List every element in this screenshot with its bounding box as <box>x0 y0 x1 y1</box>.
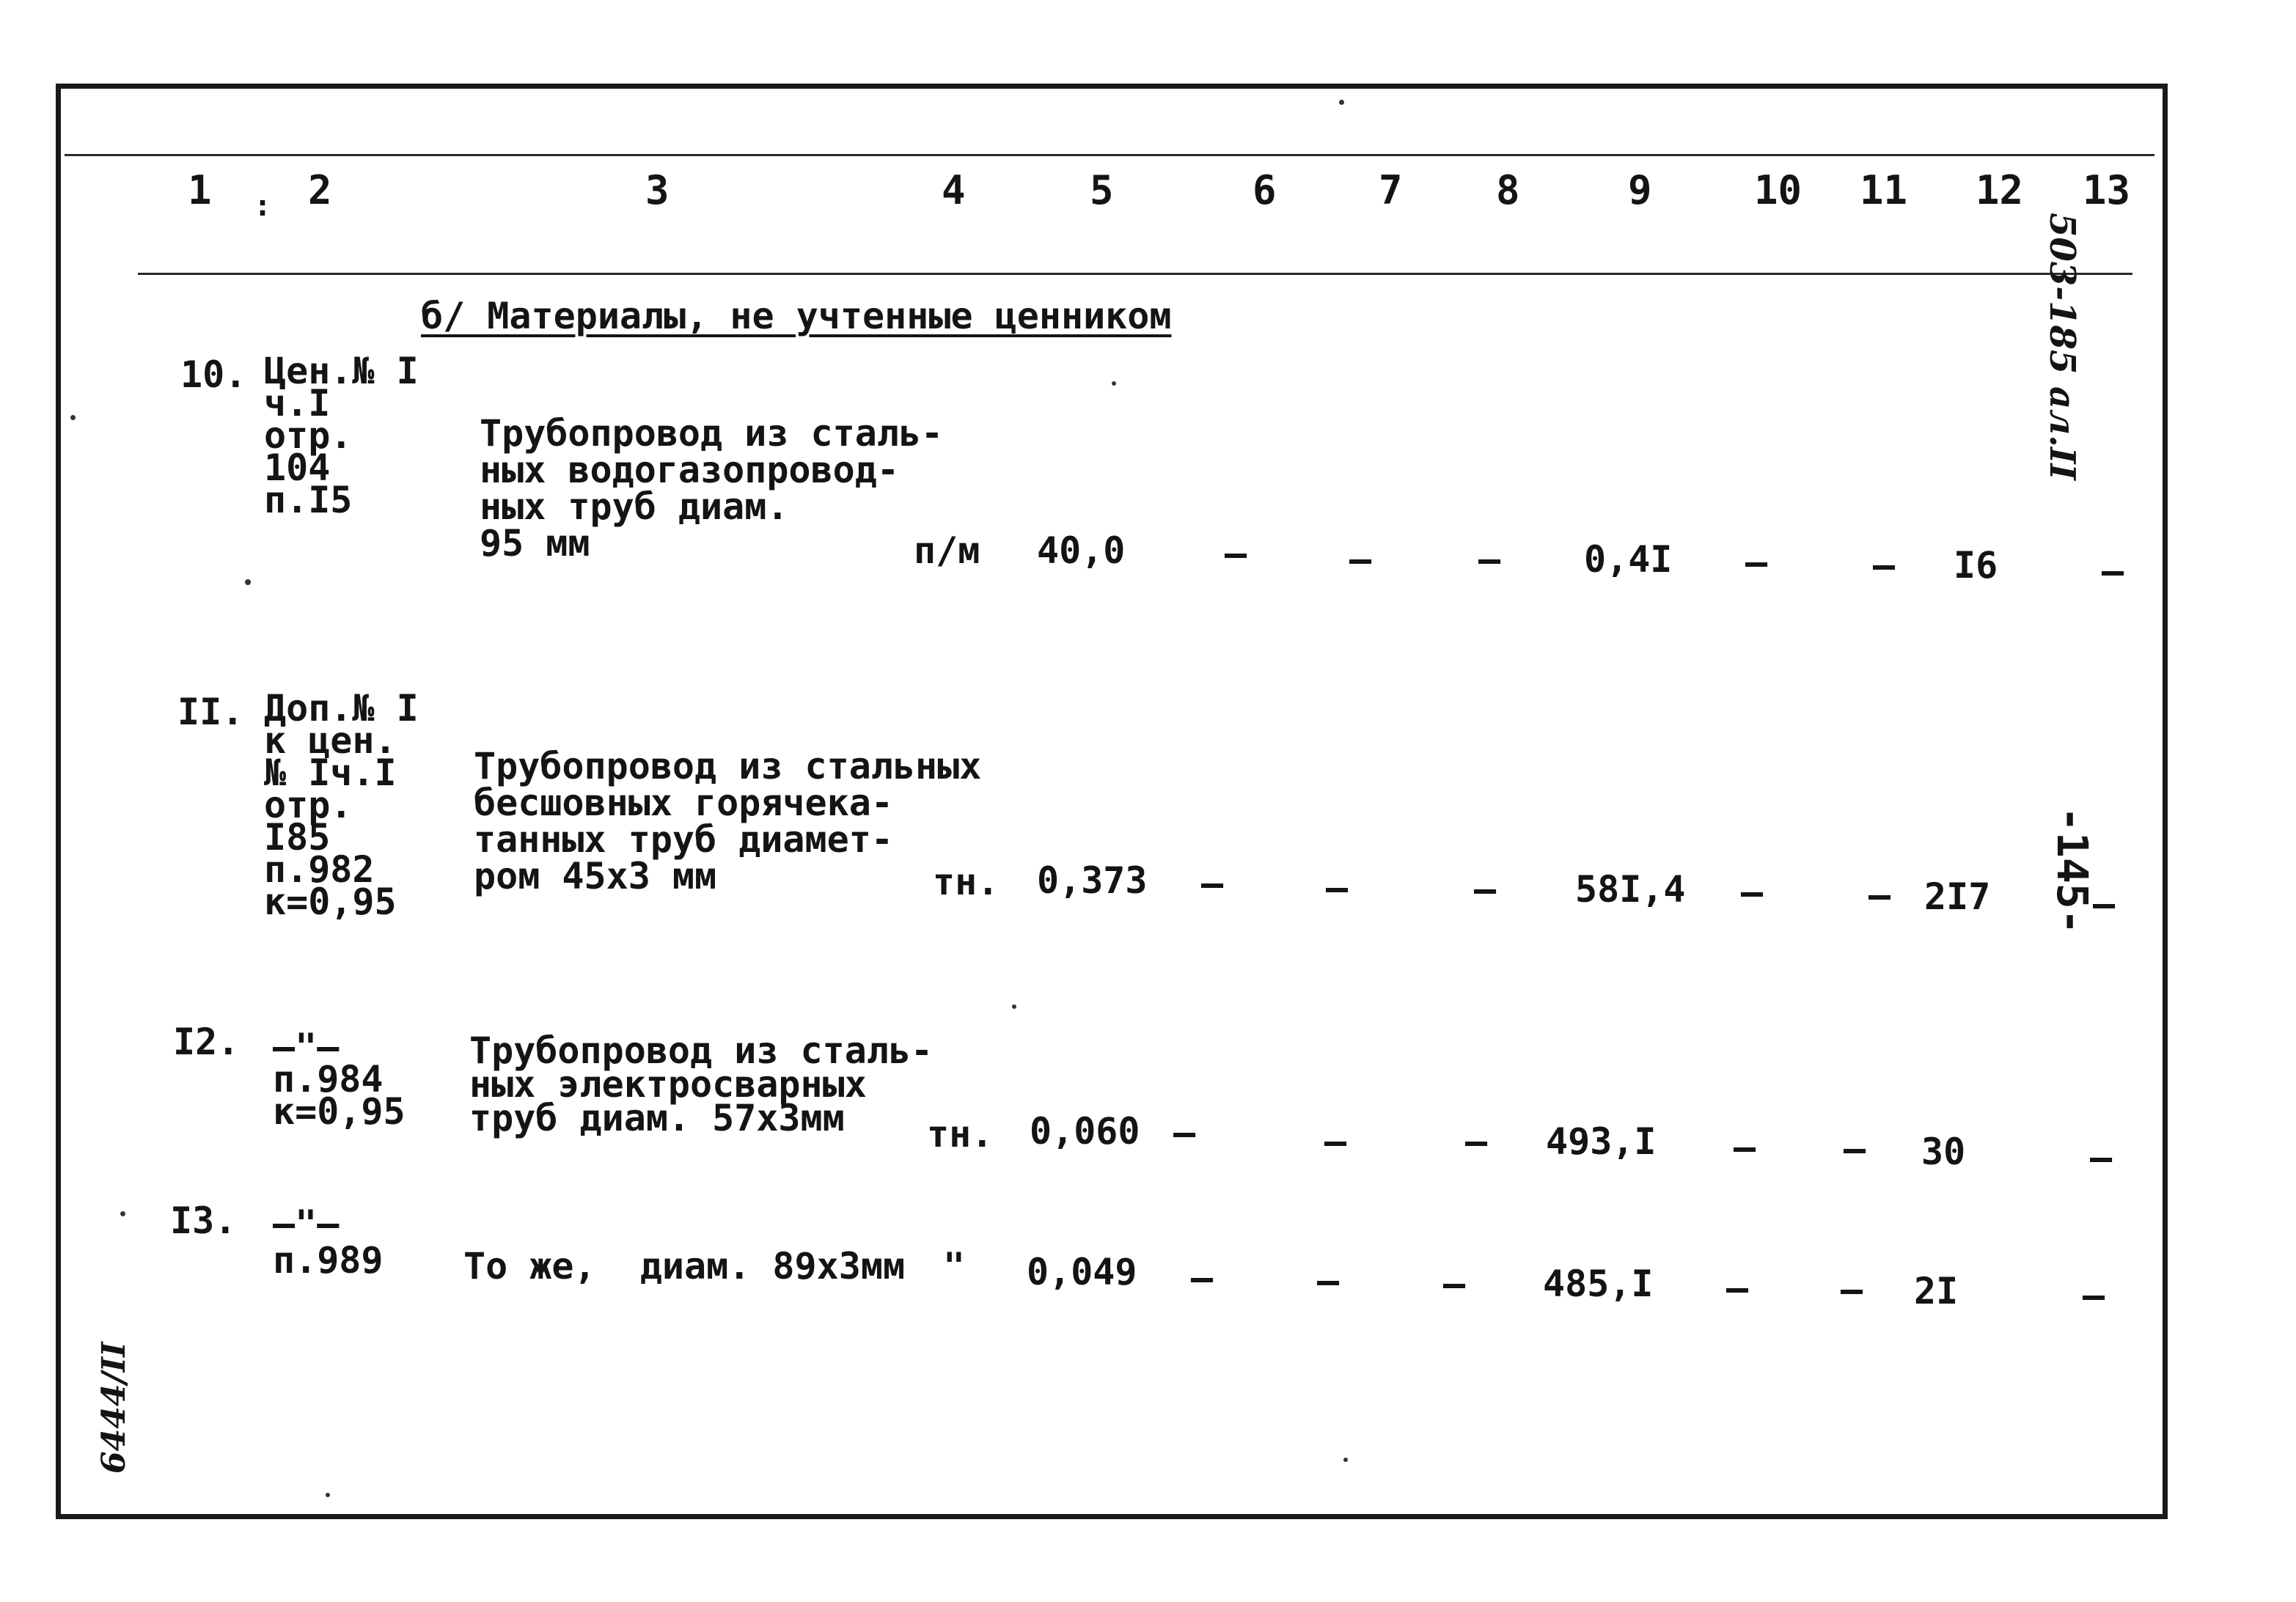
col-header-4: 4 <box>942 167 966 213</box>
scan-speck <box>1339 100 1344 105</box>
price-reference: –"– п.984 к=0,95 <box>273 1026 406 1133</box>
col-9-value: 58I,4 <box>1575 868 1686 911</box>
col-12-value: 30 <box>1921 1131 1966 1173</box>
unit: тн. <box>927 1113 994 1155</box>
price-reference: –"– п.989 <box>273 1202 384 1282</box>
col-header-3: 3 <box>645 167 670 213</box>
price-reference: Доп.№ I к цен. № Iч.I отр. I85 п.982 к=0,95 <box>264 687 419 923</box>
unit: тн. <box>933 861 1000 903</box>
col-10-value: – <box>1734 1126 1756 1169</box>
col-13-value: – <box>2093 883 2116 925</box>
col-6-value: – <box>1191 1257 1214 1299</box>
row-number: I2. <box>173 1021 240 1063</box>
item-description: Трубопровод из сталь- ных водогазопровод- ных труб диам. 95 мм <box>480 412 944 565</box>
col-9-value: 0,4I <box>1584 538 1673 581</box>
header-top-rule <box>65 154 2154 156</box>
col-header-9: 9 <box>1628 167 1652 213</box>
col-11-value: – <box>1868 874 1891 916</box>
col-13-value: – <box>2090 1136 2113 1179</box>
row-number: II. <box>177 691 244 733</box>
quantity: 40,0 <box>1037 529 1126 572</box>
col-header-6: 6 <box>1252 167 1277 213</box>
col-10-value: – <box>1745 541 1768 584</box>
quantity: 0,373 <box>1037 859 1148 902</box>
row-number: I3. <box>170 1199 237 1242</box>
scan-speck <box>245 579 251 585</box>
item-description: То же, диам. 89х3мм <box>463 1245 906 1287</box>
col-header-8: 8 <box>1496 167 1520 213</box>
col-8-value: – <box>1474 868 1497 911</box>
col-13-value: – <box>2083 1274 2105 1317</box>
col-9-value: 485,I <box>1543 1263 1654 1305</box>
quantity: 0,060 <box>1030 1110 1140 1153</box>
item-description: Трубопровод из стальных бесшовных горячека- танных труб диамет- ром 45х3 мм <box>474 745 982 897</box>
col-header-2: 2 <box>308 167 332 213</box>
scan-speck <box>120 1211 125 1216</box>
col-11-value: – <box>1841 1268 1863 1311</box>
col-11-value: – <box>1873 544 1896 587</box>
price-reference: Цен.№ I ч.I отр. 104 п.I5 <box>264 350 419 521</box>
col-header-7: 7 <box>1379 167 1403 213</box>
col-11-value: – <box>1844 1128 1866 1170</box>
section-title: б/ Материалы, не учтенные ценником <box>421 295 1172 337</box>
col-12-value: 2I <box>1914 1270 1959 1312</box>
col-6-value: – <box>1201 862 1224 905</box>
col-12-value: 2I7 <box>1924 875 1991 918</box>
header-bottom-rule <box>138 273 2132 275</box>
col-header-10: 10 <box>1754 167 1802 213</box>
col-header-5: 5 <box>1090 167 1114 213</box>
page-number: -145- <box>2047 806 2097 935</box>
item-description: Трубопровод из сталь- ных электросварных труб диам. 57х3мм <box>469 1029 934 1139</box>
scan-speck <box>1012 1004 1016 1009</box>
col-6-value: – <box>1173 1112 1196 1154</box>
col-9-value: 493,I <box>1546 1120 1657 1163</box>
col-7-value: – <box>1349 538 1372 581</box>
unit: п/м <box>914 529 980 572</box>
col-7-value: – <box>1324 1120 1347 1163</box>
col-6-value: – <box>1225 532 1247 575</box>
quantity: 0,049 <box>1027 1251 1137 1293</box>
col-header-12: 12 <box>1976 167 2024 213</box>
col-10-value: – <box>1741 871 1764 914</box>
col-13-value: – <box>2102 550 2124 592</box>
row-number: 10. <box>180 353 247 396</box>
scan-speck <box>326 1493 330 1497</box>
col-8-value: – <box>1478 538 1501 581</box>
col-7-value: – <box>1326 867 1349 909</box>
document-code: 503-185 ал.II <box>2042 213 2083 480</box>
col-8-value: – <box>1443 1263 1466 1305</box>
col-10-value: – <box>1726 1267 1749 1309</box>
scan-speck <box>1112 381 1116 386</box>
archive-number: 6444/II <box>95 1342 133 1474</box>
col-sep: : <box>254 189 272 223</box>
col-7-value: – <box>1317 1260 1340 1302</box>
col-header-11: 11 <box>1860 167 1908 213</box>
col-header-13: 13 <box>2083 167 2131 213</box>
col-12-value: I6 <box>1954 544 1998 587</box>
col-header-1: 1 <box>188 167 212 213</box>
scan-speck <box>70 415 76 420</box>
col-8-value: – <box>1465 1120 1488 1163</box>
scan-speck <box>1343 1458 1348 1462</box>
unit: " <box>943 1245 966 1287</box>
